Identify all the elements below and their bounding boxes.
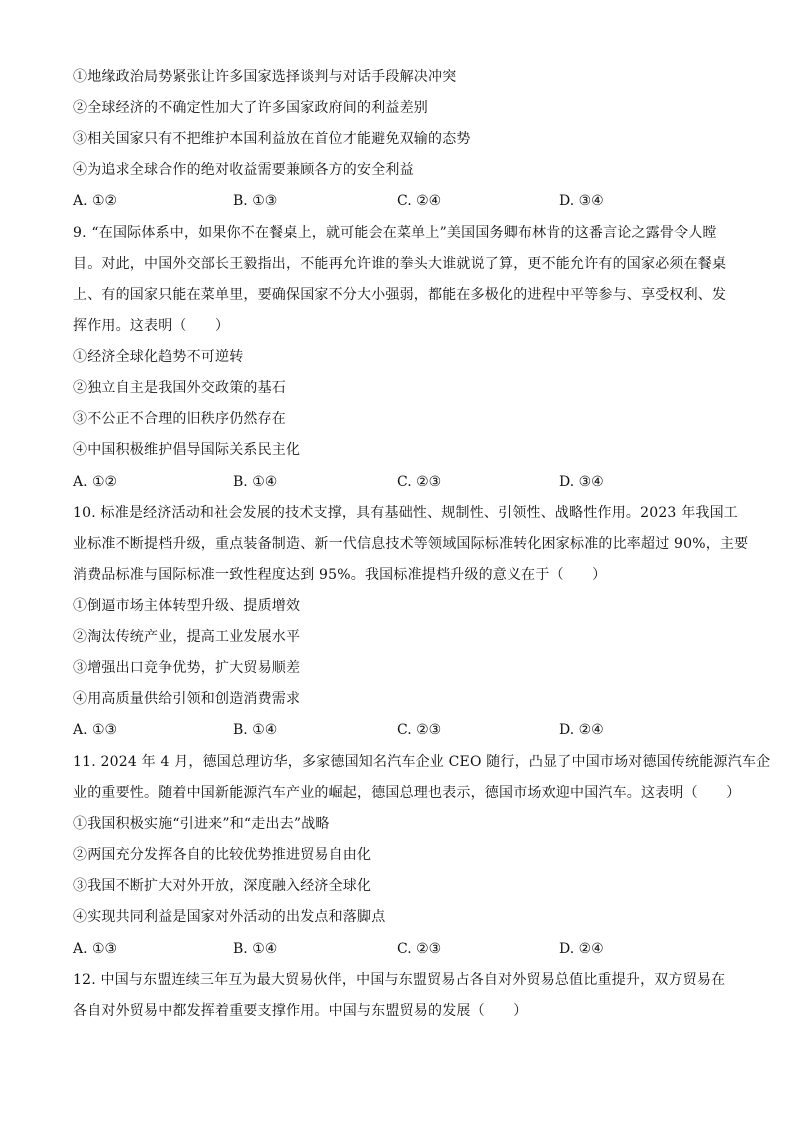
q9-option-4: ④中国积极维护倡导国际关系民主化 [73,442,301,458]
q9-option-2: ②独立自主是我国外交政策的基石 [73,380,286,396]
q10-choice-d[interactable]: D. ②④ [559,722,604,738]
q9-stem-line-4: 挥作用。这表明（ ） [73,318,230,334]
q9-choice-c[interactable]: C. ②③ [397,474,442,490]
q8-option-1: ①地缘政治局势紧张让许多国家选择谈判与对话手段解决冲突 [73,69,457,85]
q9-answer-choices [73,473,733,491]
q9-stem-line-3: 上、有的国家只能在菜单里，要确保国家不分大小强弱，都能在多极化的进程中平等参与、享受权利、发 [73,287,727,303]
q10-option-4: ④用高质量供给引领和创造消费需求 [73,691,301,707]
q9-choice-d[interactable]: D. ③④ [559,474,604,490]
q8-choice-b[interactable]: B. ①③ [233,193,278,209]
q8-choice-a[interactable]: A. ①② [73,193,118,209]
q8-option-3: ③相关国家只有不把维护本国利益放在首位才能避免双输的态势 [73,131,471,147]
q12-stem-line-1: 12. 中国与东盟连续三年互为最大贸易伙伴，中国与东盟贸易占各自对外贸易总值比重提升，双方贸易在 [73,972,726,988]
q10-option-3: ③增强出口竞争优势，扩大贸易顺差 [73,660,301,676]
q8-answer-choices [73,192,733,210]
q11-option-1: ①我国积极实施“引进来”和“走出去”战略 [73,816,330,832]
q11-option-2: ②两国充分发挥各自的比较优势推进贸易自由化 [73,847,372,863]
q10-option-2: ②淘汰传统产业，提高工业发展水平 [73,629,301,645]
q11-stem-line-2: 业的重要性。随着中国新能源汽车产业的崛起，德国总理也表示，德国市场欢迎中国汽车。这表明（ ） [73,785,741,801]
q10-answer-choices [73,721,733,739]
q11-choice-b[interactable]: B. ①④ [233,941,278,957]
q11-option-4: ④实现共同利益是国家对外活动的出发点和落脚点 [73,909,386,925]
q10-stem-line-1: 10. 标准是经济活动和社会发展的技术支撑，具有基础性、规制性、引领性、战略性作用。2023 年我国工 [73,505,738,521]
q10-choice-b[interactable]: B. ①④ [233,722,278,738]
q11-option-3: ③我国不断扩大对外开放，深度融入经济全球化 [73,878,372,894]
q10-choice-c[interactable]: C. ②③ [397,722,442,738]
q11-choice-a[interactable]: A. ①③ [73,941,118,957]
q10-choice-a[interactable]: A. ①③ [73,722,118,738]
q8-choice-c[interactable]: C. ②④ [397,193,442,209]
q8-option-4: ④为追求全球合作的绝对收益需要兼顾各方的安全利益 [73,162,414,178]
q10-option-1: ①倒逼市场主体转型升级、提质增效 [73,598,301,614]
q9-stem-line-2: 目。对此，中国外交部长王毅指出，不能再允许谁的拳头大谁就说了算，更不能允许有的国家必须在餐桌 [73,256,727,272]
q9-stem-line-1: 9. “在国际体系中，如果你不在餐桌上，就可能会在菜单上”美国国务卿布林肯的这番言论之露骨令人瞠 [73,225,717,241]
q9-option-1: ①经济全球化趋势不可逆转 [73,349,244,365]
q10-stem-line-3: 消费品标准与国际标准一致性程度达到 95%。我国标准提档升级的意义在于（ ） [73,567,607,583]
q8-choice-d[interactable]: D. ③④ [559,193,604,209]
q12-stem-line-2: 各自对外贸易中都发挥着重要支撑作用。中国与东盟贸易的发展（ ） [73,1003,528,1019]
q8-option-2: ②全球经济的不确定性加大了许多国家政府间的利益差别 [73,100,428,116]
q11-choice-c[interactable]: C. ②③ [397,941,442,957]
q9-choice-b[interactable]: B. ①④ [233,474,278,490]
q9-choice-a[interactable]: A. ①② [73,474,118,490]
q11-choice-d[interactable]: D. ②④ [559,941,604,957]
q11-answer-choices [73,940,733,958]
q11-stem-line-1: 11. 2024 年 4 月，德国总理访华，多家德国知名汽车企业 CEO 随行，凸显了中国市场对德国传统能源汽车企 [73,754,771,770]
q9-option-3: ③不公正不合理的旧秩序仍然存在 [73,411,286,427]
q10-stem-line-2: 业标准不断提档升级，重点装备制造、新一代信息技术等领域国际标准转化困家标准的比率超过 90%，主要 [73,536,749,552]
